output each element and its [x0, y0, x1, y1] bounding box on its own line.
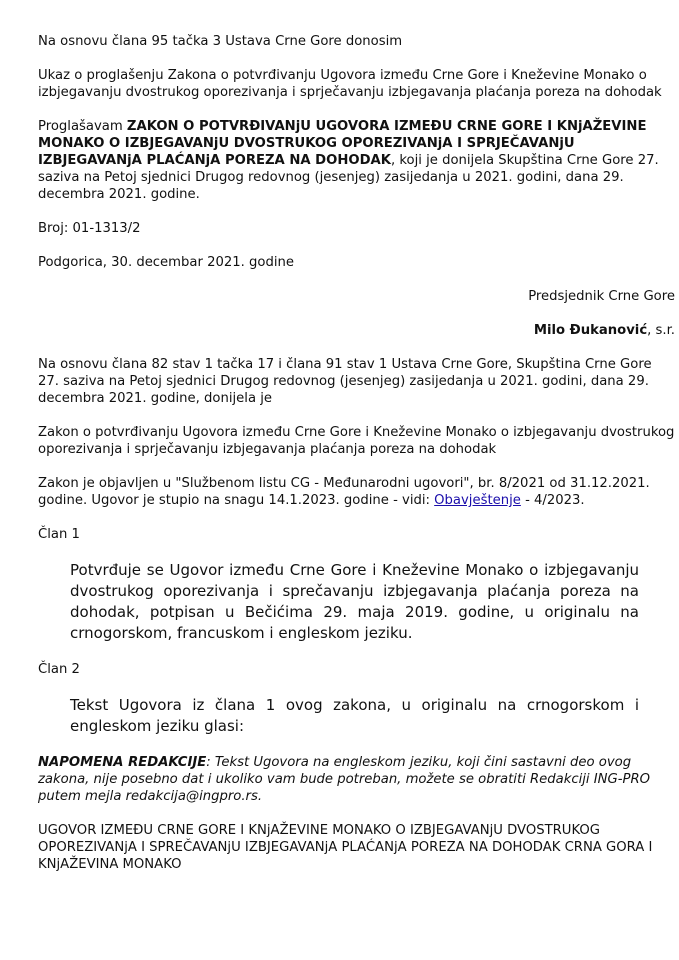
- publication-text: Zakon je objavljen u "Službenom listu CG - Međunarodni ugovori", br. 8/2021 od 31.12.2021. godine. Ugovor je stupio na snagu 14.1.2023. godine - vidi:: [38, 476, 650, 508]
- editorial-note: [38, 754, 675, 805]
- signature: [38, 322, 675, 339]
- signer-suffix: , s.r.: [647, 323, 675, 338]
- article-2-text: Tekst Ugovora iz člana 1 ovog zakona, u originalu na crnogorskom i engleskom jeziku glasi:: [70, 696, 639, 735]
- article-1-text: Potvrđuje se Ugovor između Crne Gore i Kneževine Monako o izbjegavanju dvostrukog oporezivanja i sprečavanju izbjegavanja plaćanja poreza na dohodak, potpisan u Bečićima 29. maja 2019. godine, u originalu na crnogorskom, francuskom i engleskom jeziku.: [70, 561, 639, 642]
- publication-after: - 4/2023.: [520, 493, 585, 508]
- preamble: Na osnovu člana 95 tačka 3 Ustava Crne Gore donosim: [38, 34, 403, 49]
- proclamation-suffix: , koji je donijela Skupština Crne Gore 27. saziva na Petoj sjednici Drugog redovnog (jesenjeg) zasijedanja u 2021. godini, dana 29. decembra 2021. godine.: [38, 153, 659, 202]
- law-title: ZAKON O POTVRĐIVANjU UGOVORA IZMEĐU CRNE GORE I KNjAŽEVINE MONAKO O IZBJEGAVANjU DVOSTRUKOG OPOREZIVANjA I SPRJEČAVANjU IZBJEGAVANjA PLAĆANjA POREZA NA DOHODAK: [38, 119, 647, 168]
- treaty-heading: UGOVOR IZMEĐU CRNE GORE I KNjAŽEVINE MONAKO O IZBJEGAVANjU DVOSTRUKOG OPOREZIVANjA I SPREČAVANjU IZBJEGAVANjA PLAĆANjA POREZA NA DOHODAK CRNA GORA I KNjAŽEVINA MONAKO: [38, 823, 653, 872]
- reference-number: Broj: 01-1313/2: [38, 221, 141, 236]
- editorial-note-text: : Tekst Ugovora na engleskom jeziku, koji čini sastavni deo ovog zakona, nije posebno dat i ukoliko vam bude potreban, možete se obratiti Redakciji ING-PRO putem mejla redakcija@ingpro.rs.: [38, 755, 650, 804]
- publication-note: [38, 475, 675, 509]
- decree-title: Ukaz o proglašenju Zakona o potvrđivanju Ugovora između Crne Gore i Kneževine Monako o izbjegavanju dvostrukog oporezivanja i sprječavanju izbjegavanja plaćanja poreza na dohodak: [38, 68, 662, 100]
- signer-name: Milo Đukanović: [533, 323, 648, 338]
- law-name: Zakon o potvrđivanju Ugovora između Crne Gore i Kneževine Monako o izbjegavanju dvostrukog oporezivanja i sprječavanju izbjegavanja plaćanja poreza na dohodak: [38, 425, 675, 457]
- obavjestenje-link[interactable]: Obavještenje: [434, 493, 521, 508]
- adoption-basis: Na osnovu člana 82 stav 1 tačka 17 i člana 91 stav 1 Ustava Crne Gore, Skupština Crne Gore 27. saziva na Petoj sjednici Drugog redovnog (jesenjeg) zasijedanja u 2021. godini, dana 29. decembra 2021. godine, donijela je: [38, 357, 652, 406]
- editorial-note-label: NAPOMENA REDAKCIJE: [38, 755, 207, 770]
- proclamation-prefix: Proglašavam: [38, 119, 127, 134]
- proclamation: [38, 118, 675, 203]
- place-date: Podgorica, 30. decembar 2021. godine: [38, 255, 294, 270]
- article-1-title: Član 1: [38, 527, 80, 542]
- signer-title: Predsjednik Crne Gore: [528, 289, 675, 304]
- article-2-title: Član 2: [38, 662, 80, 677]
